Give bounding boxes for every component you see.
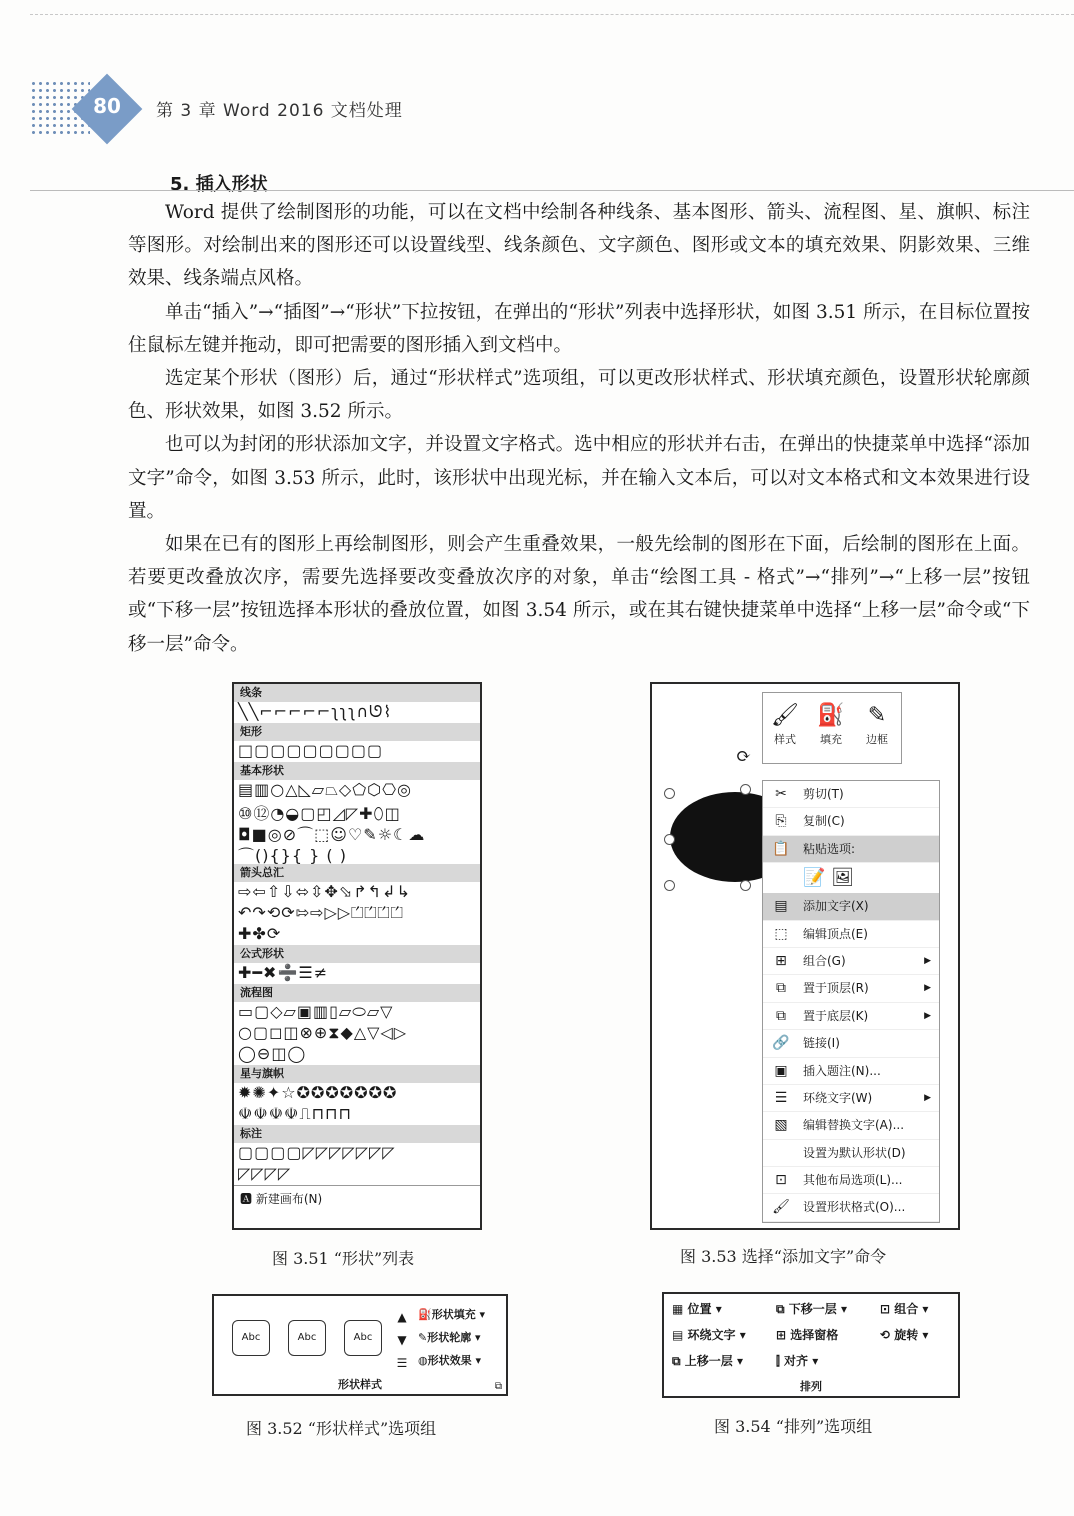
mini-border-button[interactable] [859, 701, 895, 747]
shape-effects-button[interactable]: ◍形状效果 ▾ [418, 1354, 481, 1367]
border-icon: ✎ [867, 703, 887, 728]
shape-row[interactable]: ⌒(){}{ } ( ) [238, 846, 347, 864]
wrap-text-icon: ☰ [774, 1089, 788, 1106]
edit-points-icon: ⬚ [774, 925, 788, 942]
shape-fill-button[interactable]: ⛽形状填充 ▾ [418, 1308, 486, 1321]
send-back-label: 置于底层(K) [803, 1008, 869, 1023]
layout-icon: ⊡ [775, 1172, 787, 1189]
link-icon: 🔗 [772, 1035, 790, 1052]
category-formula: 公式形状 [234, 945, 480, 963]
wrap-text-label: 环绕文字(W) [803, 1090, 873, 1105]
rotate-handle-icon[interactable]: ⟳ [736, 746, 752, 767]
format-shape-icon: 🖌 [772, 1199, 790, 1216]
mini-fill-button[interactable] [813, 701, 849, 747]
position-button[interactable]: ▦ 位置 ▾ [672, 1302, 722, 1316]
edit-alt-text-label: 编辑替换文字(A)... [803, 1118, 905, 1133]
send-backward-icon: ⧉ [776, 1302, 789, 1316]
body-text [128, 196, 1030, 661]
group-icon: ⊞ [775, 952, 787, 969]
shape-row[interactable]: ↶↷⟲⟳⇰⇨▷▷⏍⏍⏍⏍ [238, 903, 404, 922]
paragraph: 选定某个形状（图形）后，通过“形状样式”选项组，可以更改形状样式、形状填充颜色，设置形状轮廓颜色、形状效果，如图 3.52 所示。 [128, 368, 1030, 423]
submenu-arrow-icon: ▶ [924, 955, 931, 966]
section-rule [30, 190, 1074, 191]
menu-link[interactable] [763, 1030, 939, 1057]
group-button[interactable]: ⊡ 组合 ▾ [880, 1302, 929, 1316]
context-menu [762, 780, 940, 1223]
mini-fill-label: 填充 [820, 733, 842, 746]
style-preset-3[interactable]: Abc [344, 1320, 382, 1356]
send-backward-label: 下移一层 [788, 1302, 837, 1316]
shape-row[interactable]: ☫☫☫☫⎍⊓⊓⊓ [238, 1104, 353, 1123]
selection-pane-label: 选择窗格 [790, 1328, 839, 1342]
group-label: 组合(G) [803, 953, 846, 968]
add-text-icon: ▤ [774, 898, 788, 915]
menu-edit-points[interactable] [763, 921, 939, 948]
shape-outline-button[interactable]: ✎形状轮廓 ▾ [418, 1331, 481, 1344]
arrange-group [662, 1292, 960, 1398]
section-title: 5. 插入形状 [170, 174, 268, 195]
selection-pane-icon: ⊞ [776, 1328, 791, 1342]
menu-edit-alt-text[interactable] [763, 1112, 939, 1139]
align-button[interactable]: ⫿ 对齐 ▾ [776, 1354, 819, 1368]
style-preset-1[interactable]: Abc [232, 1320, 270, 1356]
category-stars: 星与旗帜 [234, 1065, 480, 1083]
shape-row[interactable]: ◸◸◸◸ [238, 1164, 292, 1183]
shape-row[interactable]: □▢▢▢▢▢▢▢▢ [238, 741, 384, 760]
category-lines: 线条 [234, 684, 480, 702]
shape-fill-label: 形状填充 [431, 1308, 476, 1321]
rotate-button[interactable]: ⟲ 旋转 ▾ [880, 1328, 929, 1342]
submenu-arrow-icon: ▶ [924, 983, 931, 994]
new-canvas-item[interactable] [234, 1185, 480, 1211]
alt-text-icon: ▧ [774, 1117, 788, 1134]
menu-send-back[interactable] [763, 1003, 939, 1030]
resize-handle[interactable] [664, 880, 675, 891]
paragraph: 如果在已有的图形上再绘制图形，则会产生重叠效果，一般先绘制的图形在下面，后绘制的图形在上面。若要更改叠放次序，需要先选择要改变叠放次序的对象，单击“绘图工具 - 格式”→“排列”→“上移一层”按钮或“下移一层”按钮选择本形状的叠放位置，如图 3.54 所示，或在其右键快捷菜单中选择“上移一层”命令或“下移一层”命令。 [128, 534, 1030, 655]
align-icon: ⫿ [776, 1354, 785, 1368]
mini-style-label: 样式 [774, 733, 796, 746]
paste-options-label: 粘贴选项: [803, 841, 856, 856]
selection-pane-button[interactable] [776, 1326, 838, 1343]
category-callouts: 标注 [234, 1125, 480, 1143]
menu-format-shape[interactable] [763, 1194, 939, 1221]
menu-copy-label: 复制(C) [803, 814, 845, 829]
style-icon: 🖌 [771, 703, 799, 728]
resize-handle[interactable] [740, 784, 751, 795]
page-header [30, 72, 1030, 142]
arrange-group-label: 排列 [800, 1380, 822, 1393]
dialog-launcher-icon[interactable]: ⧉ [494, 1381, 502, 1392]
figure-caption-353: 图 3.53 选择“添加文字”命令 [680, 1247, 887, 1266]
menu-set-default[interactable] [763, 1140, 939, 1167]
menu-copy[interactable] [763, 808, 939, 835]
outline-icon: ✎ [418, 1331, 428, 1344]
figure-caption-354: 图 3.54 “排列”选项组 [714, 1417, 873, 1436]
shapes-gallery [232, 682, 482, 1230]
shape-row[interactable]: ⑩⑫◔◒▢◰◿◸✚⬯◫ [238, 804, 401, 822]
category-arrows: 箭头总汇 [234, 864, 480, 882]
submenu-arrow-icon: ▶ [924, 1092, 931, 1103]
menu-add-text[interactable] [763, 893, 939, 920]
category-basic: 基本形状 [234, 762, 480, 780]
style-preset-2[interactable]: Abc [288, 1320, 326, 1356]
copy-icon: ⎘ [775, 813, 787, 830]
figure-caption-352: 图 3.52 “形状样式”选项组 [246, 1419, 437, 1438]
shape-styles-group [212, 1294, 508, 1396]
canvas-icon: 🅰 [240, 1192, 256, 1206]
mini-border-label: 边框 [866, 733, 888, 746]
group-icon: ⊡ [880, 1302, 895, 1316]
cut-icon: ✂ [775, 786, 787, 802]
page-number: 80 [93, 94, 121, 118]
menu-cut-label: 剪切(T) [803, 787, 844, 801]
insert-caption-label: 插入题注(N)... [803, 1063, 881, 1078]
position-label: 位置 [687, 1302, 712, 1316]
submenu-arrow-icon: ▶ [924, 1010, 931, 1021]
mini-style-button[interactable] [767, 701, 803, 747]
effects-icon: ◍ [418, 1354, 428, 1367]
add-text-label: 添加文字(X) [803, 899, 869, 914]
shape-effects-label: 形状效果 [427, 1354, 472, 1367]
shape-row[interactable]: ✚✤⟳ [238, 924, 282, 943]
top-dashed-rule [30, 14, 1074, 15]
group-label: 组合 [894, 1302, 919, 1316]
figure-caption-351: 图 3.51 “形状”列表 [272, 1249, 415, 1268]
menu-more-layout[interactable] [763, 1167, 939, 1194]
more-layout-label: 其他布局选项(L)... [803, 1173, 903, 1188]
shape-row[interactable]: ▤▥○△◺▱⏢◇⬠⬡⎔◎ [238, 780, 413, 799]
bring-front-icon: ⧉ [776, 980, 786, 997]
chapter-title: 第 3 章 Word 2016 文档处理 [156, 101, 403, 121]
bring-forward-icon: ⧉ [672, 1354, 685, 1368]
shape-row[interactable]: ◯⊖◫◯ [238, 1044, 307, 1063]
resize-handle[interactable] [740, 880, 751, 891]
rotate-icon: ⟲ [880, 1328, 895, 1342]
category-flow: 流程图 [234, 984, 480, 1002]
menu-group[interactable] [763, 948, 939, 975]
shape-row[interactable]: ▢▢▢▢◸◸◸◸◸◸◸ [238, 1143, 396, 1162]
shape-styles-group-label: 形状样式 [338, 1378, 382, 1391]
paragraph: 也可以为封闭的形状添加文字，并设置文字格式。选中相应的形状并右击，在弹出的快捷菜单中选择“添加文字”命令，如图 3.53 所示，此时，该形状中出现光标，并在输入文本后，可以对文本格式和文本效果进行设置。 [128, 434, 1030, 522]
gallery-scroll-icons[interactable]: ▲ ▼ ☰ [396, 1310, 408, 1370]
bring-front-label: 置于顶层(R) [803, 981, 869, 996]
shape-outline-label: 形状轮廓 [427, 1331, 472, 1344]
category-rect: 矩形 [234, 723, 480, 741]
paragraph: 单击“插入”→“插图”→“形状”下拉按钮，在弹出的“形状”列表中选择形状，如图 3.51 所示，在目标位置按住鼠标左键并拖动，即可把需要的图形插入到文档中。 [128, 301, 1030, 356]
fill-icon: ⛽ [817, 703, 845, 728]
resize-handle[interactable] [664, 788, 675, 799]
context-menu-figure [650, 682, 960, 1230]
rotate-label: 旋转 [894, 1328, 919, 1342]
shape-row[interactable]: ✚━✖➗☰≠ [238, 963, 329, 982]
send-backward-button[interactable]: ⧉ 下移一层 ▾ [776, 1302, 847, 1316]
format-shape-label: 设置形状格式(O)... [803, 1200, 906, 1215]
wrap-text-button[interactable]: ▤ 环绕文字 ▾ [672, 1328, 746, 1342]
wrap-icon: ▤ [672, 1328, 688, 1342]
paste-option-icons[interactable]: 📝 🖼 [803, 867, 854, 889]
wrap-text-label: 环绕文字 [687, 1328, 736, 1342]
resize-handle[interactable] [664, 834, 675, 845]
edit-points-label: 编辑顶点(E) [803, 926, 868, 941]
menu-bring-front[interactable] [763, 975, 939, 1002]
shape-row[interactable]: ✹✺✦☆✪✪✪✪✪✪✪ [238, 1083, 398, 1102]
paste-icon: 📋 [772, 840, 790, 857]
shape-row[interactable]: ╲╲⌐⌐⌐⌐⌐ʅʅʅ∩ᘎ⌇ [238, 702, 393, 721]
menu-insert-caption[interactable] [763, 1058, 939, 1085]
mini-toolbar [762, 692, 902, 764]
bring-forward-button[interactable]: ⧉ 上移一层 ▾ [672, 1354, 743, 1368]
set-default-label: 设置为默认形状(D) [803, 1145, 906, 1160]
bring-forward-label: 上移一层 [684, 1354, 733, 1368]
shape-row[interactable]: ○▢◻◫⊗⊕⧗◆△▽◁▷ [238, 1023, 408, 1042]
menu-wrap-text[interactable] [763, 1085, 939, 1112]
new-canvas-label: 新建画布(N) [255, 1192, 323, 1206]
menu-cut[interactable] [763, 781, 939, 808]
position-icon: ▦ [672, 1302, 688, 1316]
align-label: 对齐 [784, 1354, 809, 1368]
fill-icon: ⛽ [418, 1308, 432, 1321]
menu-paste-options [763, 836, 939, 863]
shape-row[interactable]: ▭▢◇▱▣▥▯▱⬭▱▽ [238, 1002, 394, 1021]
caption-icon: ▣ [774, 1062, 788, 1079]
link-label: 链接(I) [803, 1036, 840, 1051]
shape-row[interactable]: ◘■◎⊘⌒⬚☺♡✎☼☾☁ [238, 825, 426, 843]
send-back-icon: ⧉ [776, 1007, 786, 1024]
shape-row[interactable]: ⇨⇦⇧⇩⬄⇳✥⬂↱↰↲↳ [238, 882, 411, 901]
paragraph: Word 提供了绘制图形的功能，可以在文档中绘制各种线条、基本图形、箭头、流程图、星、旗帜、标注等图形。对绘制出来的图形还可以设置线型、线条颜色、文字颜色、图形或文本的填充效果、阴影效果、三维效果、线条端点风格。 [128, 202, 1030, 290]
